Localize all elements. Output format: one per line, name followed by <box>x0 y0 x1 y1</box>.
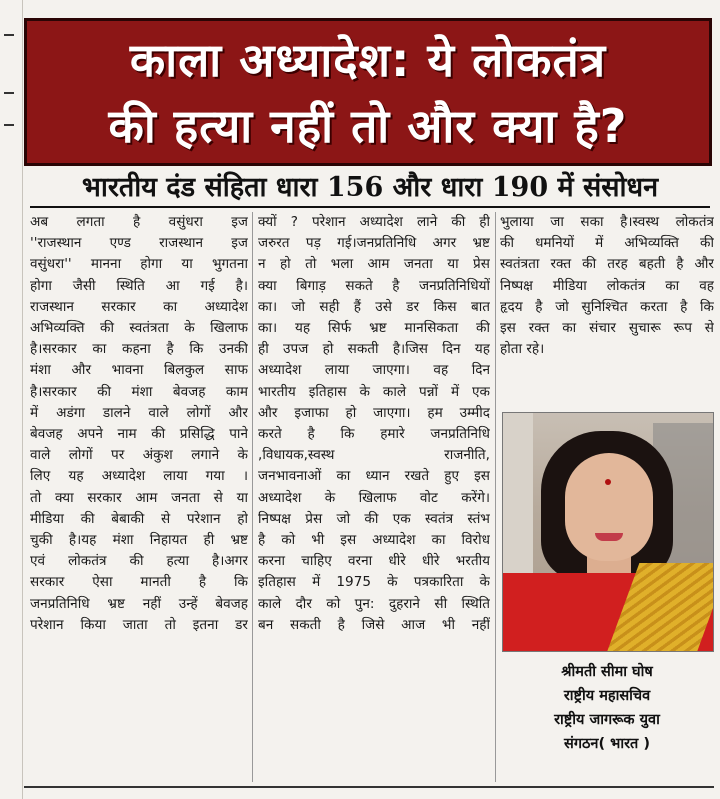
article-column-1 <box>30 212 248 636</box>
column-divider <box>495 212 496 782</box>
article-line: भुलाया जा सका है।स्वस्थ लोकतंत्र <box>500 214 714 230</box>
article-line: में अडंगा डालने वाले लोगों और <box>30 404 248 421</box>
article-column-3 <box>500 212 714 360</box>
article-line: राजस्थान सरकार का अध्यादेश <box>30 298 248 315</box>
subheadline: भारतीय दंड संहिता धारा 156 और धारा 190 में संसोधन <box>30 170 710 208</box>
article-line: अभिव्यक्ति की स्वतंत्रता के खिलाफ <box>30 320 248 337</box>
article-line: क्यों ? परेशान अध्यादेश लाने की ही <box>258 214 490 230</box>
article-line: इतिहास में 1975 के पत्रकारिता के <box>258 574 490 591</box>
article-line: वसुंधरा'' मानना होगा या भुगतना <box>30 256 248 273</box>
article-line: सरकार ऐसा मानती है कि <box>30 574 248 591</box>
article-line: निष्पक्ष मीडिया लोकतंत्र का वह <box>500 277 714 294</box>
headline-line-2: की हत्या नहीं तो और क्या है? <box>108 99 628 153</box>
article-line: जरुरत पड़ गई।जनप्रतिनिधि अगर भ्रष्ट <box>258 235 490 252</box>
headline-line-1: काला अध्यादेश: ये लोकतंत्र <box>129 33 607 87</box>
author-organization: राष्ट्रीय जागरूक युवा <box>554 712 660 728</box>
margin-mark <box>4 124 14 126</box>
article-line: जनभावनाओं का ध्यान रखते हुए इस <box>258 468 490 485</box>
article-line: करना चाहिए वरना धीरे धीरे भरतीय <box>258 553 490 570</box>
article-column-2 <box>258 212 490 636</box>
author-photo <box>502 412 714 652</box>
article-line: अब लगता है वसुंधरा इज <box>30 214 248 230</box>
article-line: है।सरकार की मंशा बेवजह काम <box>30 383 248 400</box>
article-line: का। यह सिर्फ भ्रष्ट मानसिकता की <box>258 320 490 337</box>
article-line: जनप्रतिनिधि भ्रष्ट नहीं उन्हें बेवजह <box>30 595 248 612</box>
article-line: करते है कि हमारे जनप्रतिनिधि <box>258 426 490 443</box>
article-line: अध्यादेश लाया जाएगा। वह दिन <box>258 362 490 379</box>
article-line: तो क्या सरकार आम जनता से या <box>30 489 248 506</box>
article-line: परेशान किया जाता तो इतना डर <box>30 616 248 633</box>
article-line: स्वतंत्रता रक्त की तरह बहती है और <box>500 256 714 273</box>
author-organization-country: संगठन( भारत ) <box>564 736 650 752</box>
article-line: निष्पक्ष प्रेस जो की एक स्वतंत्र स्तंभ <box>258 510 490 527</box>
headline-banner <box>24 18 712 166</box>
margin-mark <box>4 34 14 36</box>
article-line: मीडिया की बेबाकी से परेशान हो <box>30 510 248 527</box>
photo-caption <box>500 660 714 756</box>
margin-mark <box>4 92 14 94</box>
author-title: राष्ट्रीय महासचिव <box>563 688 651 704</box>
article-line: बेवजह अपने नाम की प्रसिद्धि पाने <box>30 426 248 443</box>
article-line: बन सकती है जिसे आज भी नहीं <box>258 616 490 633</box>
article-line: ,विधायक,स्वस्थ राजनीति, <box>258 447 490 464</box>
article-line: होगा जैसी स्थिति आ गई है। <box>30 277 248 294</box>
page-margin <box>0 0 23 799</box>
article-line: न हो तो भला आम जनता या प्रेस <box>258 256 490 273</box>
article-line: का। जो सही हैं उसे डर किस बात <box>258 298 490 315</box>
article-line: मंशा और भावना बिलकुल साफ <box>30 362 248 379</box>
article-line: हृदय है जो सुनिश्चित करता है कि <box>500 298 714 315</box>
article-line: है।सरकार का कहना है कि उनकी <box>30 341 248 358</box>
article-line: चुकी है।यह मंशा निहायत ही भ्रष्ट <box>30 532 248 549</box>
article-line: की धमनियों में अभिव्यक्ति की <box>500 235 714 252</box>
article-line: ही उपज हो सकती है।जिस दिन यह <box>258 341 490 358</box>
article-line: ''राजस्थान एण्ड राजस्थान इज <box>30 235 248 252</box>
author-name: श्रीमती सीमा घोष <box>561 664 653 680</box>
article-line: लिए यह अध्यादेश लाया गया । <box>30 468 248 485</box>
article-line: वाले लोगों पर अंकुश लगाने के <box>30 447 248 464</box>
article-line: अध्यादेश के खिलाफ वोट करेंगे। <box>258 489 490 506</box>
article-line: काले दौर को पुन: दुहराने सी स्थिति <box>258 595 490 612</box>
column-divider <box>252 212 253 782</box>
article-line: क्या बिगाड़ सकते है जनप्रतिनिधियों <box>258 277 490 294</box>
article-line: होता रहे। <box>500 341 545 358</box>
article-line: इस रक्त का संचार सुचारू रूप से <box>500 320 714 337</box>
article-line: भारतीय इतिहास के काले पन्नों में एक <box>258 383 490 400</box>
article-line: और इजाफा हो जाएगा। हम उम्मीद <box>258 404 490 421</box>
bottom-divider <box>24 786 714 788</box>
article-line: है को भी इस अध्यादेश का विरोध <box>258 532 490 549</box>
article-line: एवं लोकतंत्र की हत्या है।अगर <box>30 553 248 570</box>
